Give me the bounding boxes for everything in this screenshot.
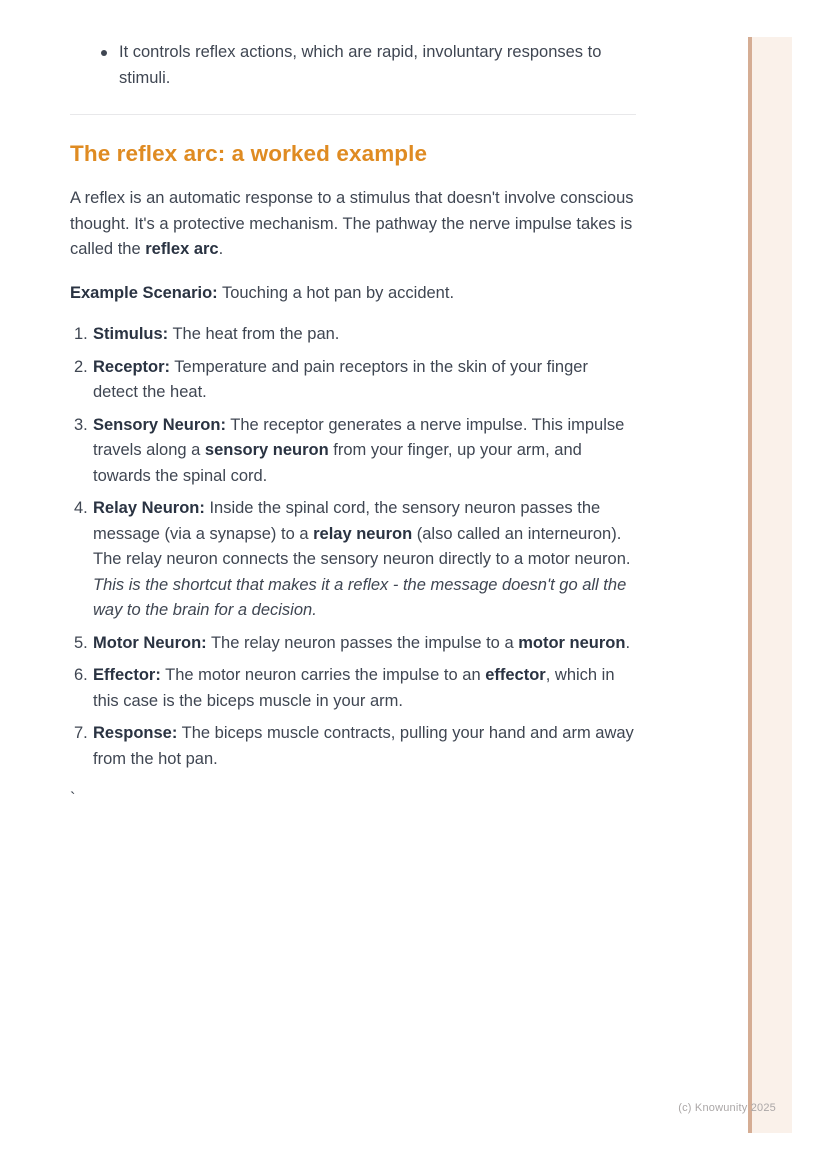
bullet-icon — [101, 50, 107, 56]
step-lead: Stimulus: — [93, 325, 169, 343]
example-text: Touching a hot pan by accident. — [217, 283, 455, 302]
example-lead: Example Scenario: — [70, 283, 218, 302]
step-text: The motor neuron carries the impulse to an — [160, 666, 486, 684]
step-number: 6. — [74, 666, 88, 684]
step-bold-term: motor neuron — [518, 633, 626, 652]
step-number: 4. — [74, 499, 88, 517]
step-number: 5. — [74, 633, 88, 652]
step-italic-note: This is the shortcut that makes it a reflex - the message doesn't go all the way to the brain for a decision. — [93, 575, 627, 619]
step-text: . — [625, 633, 631, 652]
step-bold-term: relay neuron — [313, 524, 413, 543]
step-number: 3. — [74, 415, 88, 434]
step-lead: Sensory Neuron: — [93, 415, 226, 434]
step-lead: Receptor: — [93, 357, 171, 376]
step-text: The heat from the pan. — [168, 325, 340, 343]
step-lead: Response: — [93, 724, 178, 742]
example-scenario-paragraph — [70, 281, 636, 307]
step-text: Inside the spinal cord, the sensory neuron passes the message (via a synapse) to a — [93, 499, 601, 543]
section-divider — [70, 114, 636, 115]
step-text: from your finger, up your arm, and towards the spinal cord. — [93, 441, 582, 485]
intro-text: . — [218, 240, 224, 258]
intro-text: A reflex is an automatic response to a stimulus that doesn't involve conscious thought. It's a protective mechanism. The pathway the nerve impulse takes is called the — [70, 189, 634, 258]
section-heading: The reflex arc: a worked example — [70, 141, 428, 166]
step-number: 2. — [74, 357, 88, 376]
step-effector — [70, 663, 636, 714]
step-lead: Motor Neuron: — [93, 633, 207, 652]
document-content — [70, 40, 636, 813]
step-stimulus — [70, 322, 636, 348]
list-item — [70, 40, 636, 91]
stray-backtick-character: ` — [70, 790, 76, 808]
copyright-watermark: (c) Knowunity 2025 — [678, 1102, 776, 1114]
intro-paragraph — [70, 186, 636, 263]
step-receptor — [70, 355, 636, 406]
step-sensory-neuron — [70, 413, 636, 490]
step-number: 1. — [74, 325, 88, 343]
page-edge-stripe-decoration — [748, 37, 792, 1133]
step-text: Temperature and pain receptors in the skin of your finger detect the heat. — [93, 357, 588, 401]
step-text: , which in this case is the biceps muscle in your arm. — [93, 666, 615, 710]
step-text: (also called an interneuron). The relay neuron connects the sensory neuron directly to a motor neuron. — [93, 524, 631, 568]
step-text: The biceps muscle contracts, pulling your hand and arm away from the hot pan. — [93, 724, 634, 768]
step-response — [70, 721, 636, 772]
step-bold-term: effector — [485, 666, 546, 684]
step-text: The relay neuron passes the impulse to a — [206, 633, 519, 652]
step-bold-term: sensory neuron — [204, 441, 329, 459]
bullet-list — [70, 40, 636, 91]
step-relay-neuron — [70, 496, 636, 624]
step-motor-neuron — [70, 631, 636, 657]
bullet-text: It controls reflex actions, which are rapid, involuntary responses to stimuli. — [119, 43, 602, 87]
step-lead: Relay Neuron: — [93, 499, 205, 517]
reflex-arc-steps-list — [70, 322, 636, 772]
step-lead: Effector: — [93, 666, 161, 684]
step-number: 7. — [74, 724, 88, 742]
step-text: The receptor generates a nerve impulse. This impulse travels along a — [93, 415, 625, 459]
intro-bold-term: reflex arc — [145, 240, 219, 258]
